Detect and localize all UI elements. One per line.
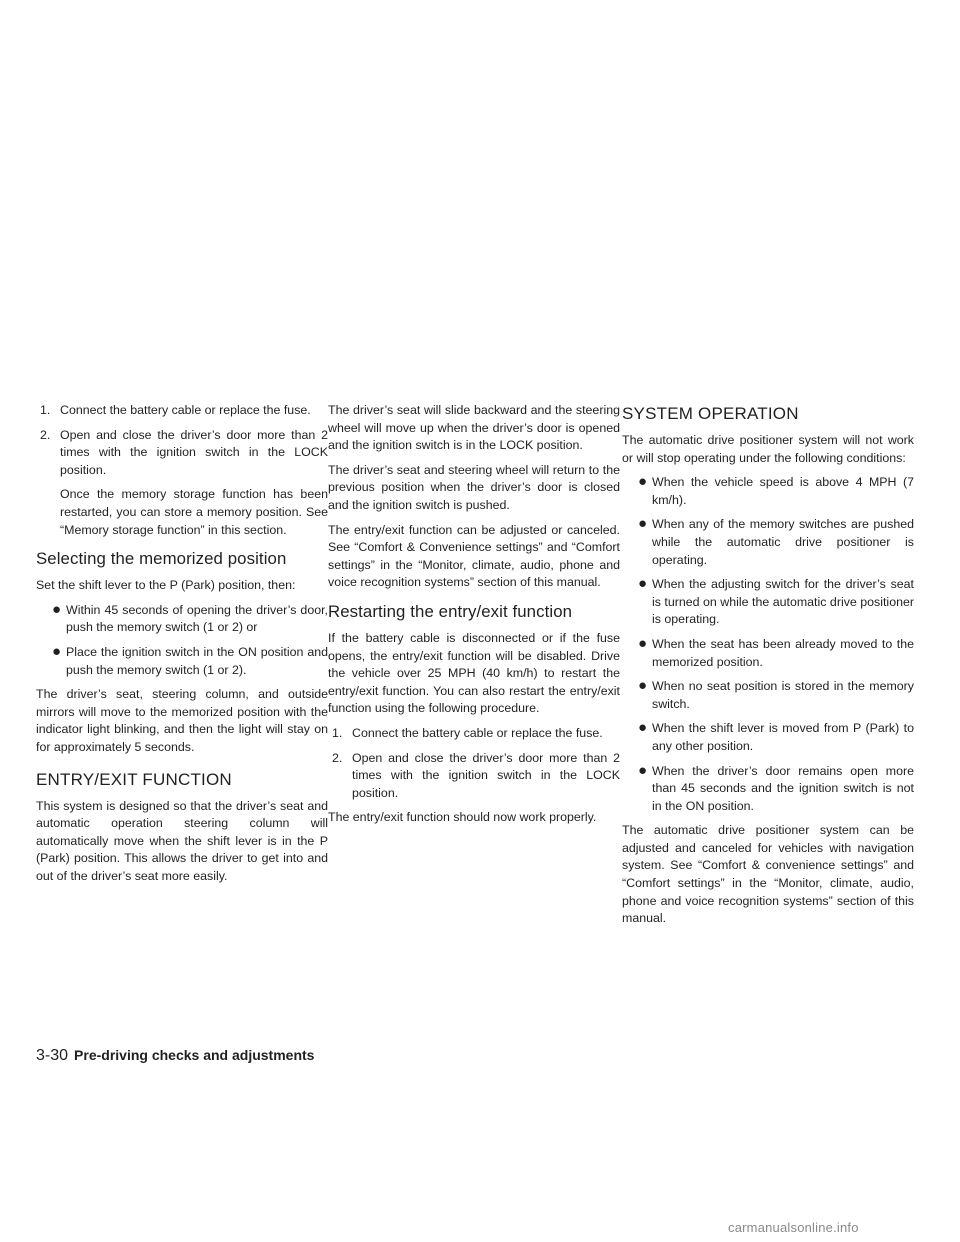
list-number: 2. — [332, 750, 343, 765]
paragraph: If the battery cable is disconnected or if the fuse opens, the entry/exit function will be disabled. Drive the vehicle over 25 MPH (40 km/h) to restart the entry/exit function. You can also restart the entry/exit function using the following procedure. — [328, 630, 620, 716]
list-text: Open and close the driver’s door more than 2 times with the ignition switch in the LOCK position. — [352, 750, 620, 800]
paragraph: The driver’s seat and steering wheel will return to the previous position when the driver’s door is closed and the ignition switch is pushed. — [328, 462, 620, 512]
bullet-text: When the vehicle speed is above 4 MPH (7 km/h). — [652, 475, 914, 507]
list-text: Connect the battery cable or replace the fuse. — [60, 403, 311, 417]
bullet-text: When the driver’s door remains open more than 45 seconds and the ignition switch is not in the ON position. — [652, 763, 914, 813]
paragraph: Set the shift lever to the P (Park) position, then: — [36, 578, 296, 593]
chapter-title: Pre-driving checks and adjustments — [74, 1047, 315, 1063]
list-number: 1. — [332, 725, 343, 740]
list-text: Connect the battery cable or replace the fuse. — [352, 725, 603, 740]
paragraph: The driver’s seat, steering column, and outside mirrors will move to the memorized position with the indicator light blinking, and then the light will stay on for approximately 5 seconds. — [36, 687, 328, 754]
bullet-text: When the adjusting switch for the driver’s seat is turned on while the automatic drive positioner is operating. — [652, 577, 914, 627]
bullet-item — [36, 644, 328, 679]
bullet-icon: ● — [638, 761, 648, 779]
bullet-icon: ● — [638, 515, 648, 533]
list-number: 2. — [40, 427, 51, 442]
paragraph: Once the memory storage function has been restarted, you can store a memory position. See “Memory storage function” in this section. — [60, 487, 328, 537]
paragraph: The entry/exit function should now work properly. — [328, 810, 597, 825]
bullet-item — [622, 576, 914, 629]
paragraph: This system is designed so that the driver’s seat and automatic operation steering column will automatically move when the shift lever is in the P (Park) position. This allows the driver to get into and out of the driver’s seat more easily. — [36, 798, 328, 883]
bullet-text: When the seat has been already moved to the memorized position. — [652, 636, 914, 669]
list-item — [328, 750, 620, 803]
paragraph: The entry/exit function can be adjusted or canceled. See “Comfort & Convenience settings” and “Comfort settings” in the “Monitor, climate, audio, phone and voice recognition systems” section of this manual. — [328, 522, 620, 590]
bullet-icon: ● — [638, 719, 648, 737]
bullet-icon: ● — [638, 473, 648, 491]
bullet-icon: ● — [638, 677, 648, 695]
bullet-item — [622, 636, 914, 671]
bullet-item — [36, 602, 328, 637]
paragraph: The driver’s seat will slide backward and the steering wheel will move up when the driver’s door is opened and the ignition switch is in the LOCK position. — [328, 403, 620, 453]
paragraph: The automatic drive positioner system will not work or will stop operating under the following conditions: — [622, 433, 914, 465]
list-item — [36, 427, 328, 480]
page-footer — [36, 1047, 314, 1065]
bullet-text: When the shift lever is moved from P (Park) to any other position. — [652, 721, 914, 753]
bullet-item — [622, 516, 914, 569]
bullet-item — [622, 678, 914, 713]
list-text: Open and close the driver’s door more than 2 times with the ignition switch in the LOCK position. — [60, 427, 328, 477]
bullet-icon: ● — [638, 575, 648, 593]
paragraph: The automatic drive positioner system can be adjusted and canceled for vehicles with navigation system. See “Comfort & convenience settings” and “Comfort settings” in the “Monitor, climate, audio, phone and voice recognition systems” section of this manual. — [622, 823, 914, 926]
bullet-text: Within 45 seconds of opening the driver’s door, push the memory switch (1 or 2) or — [66, 602, 328, 635]
list-number: 1. — [40, 403, 51, 417]
bullet-icon: ● — [52, 600, 62, 618]
watermark: carmanualsonline.info — [728, 1220, 859, 1235]
subheading: Restarting the entry/exit function — [328, 601, 573, 621]
bullet-text: When no seat position is stored in the memory switch. — [652, 679, 914, 711]
bullet-item — [622, 474, 914, 509]
column-1 — [36, 402, 328, 892]
list-item — [328, 725, 620, 743]
bullet-icon: ● — [52, 642, 62, 660]
bullet-text: Place the ignition switch in the ON position and push the memory switch (1 or 2). — [66, 644, 328, 677]
bullet-icon: ● — [638, 634, 648, 652]
column-2 — [328, 402, 620, 834]
bullet-item — [622, 720, 914, 755]
list-item — [36, 402, 328, 420]
column-3 — [622, 402, 914, 935]
bullet-item — [622, 763, 914, 816]
page-number: 3-30 — [36, 1047, 69, 1064]
bullet-text: When any of the memory switches are pushed while the automatic drive positioner is operating. — [652, 517, 914, 567]
section-heading: ENTRY/EXIT FUNCTION — [36, 769, 232, 789]
section-heading: SYSTEM OPERATION — [622, 404, 799, 423]
subheading: Selecting the memorized position — [36, 549, 287, 569]
